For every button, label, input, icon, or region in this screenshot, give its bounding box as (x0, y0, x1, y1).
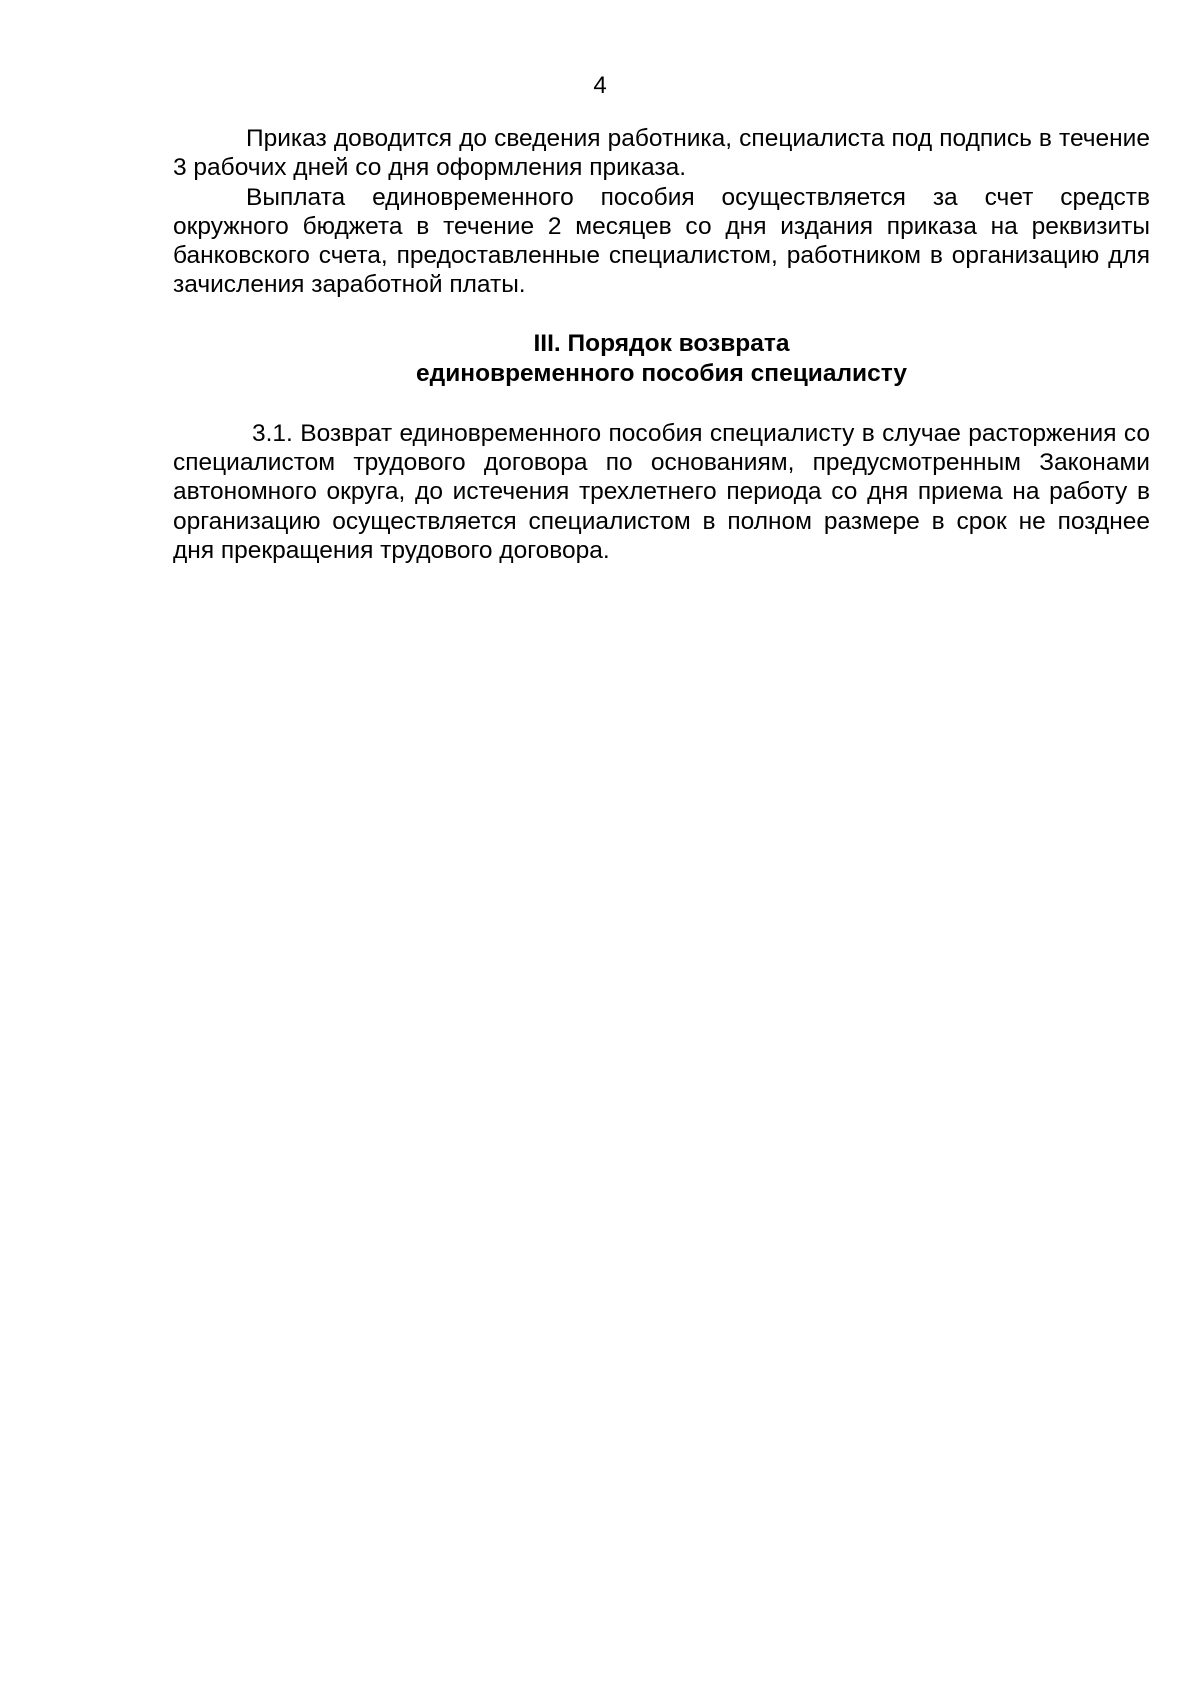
section-heading (173, 329, 1150, 389)
document-body (173, 124, 1150, 565)
section-heading-line-2: единовременного пособия специалисту (416, 359, 907, 387)
paragraph-order-notification: Приказ доводится до сведения работника, специалиста под подпись в течение 3 рабочих дней со дня оформления приказа. (173, 125, 1150, 182)
paragraph-3-1: 3.1. Возврат единовременного пособия специалисту в случае расторжения со специалистом трудового договора по основаниям, предусмотренным Законами автономного округа, до истечения трехлетнего периода со дня приема на работу в организацию осуществляется специалистом в полном размере в срок не позднее дня прекращения трудового договора. (173, 419, 1150, 564)
paragraph-payment: Выплата единовременного пособия осуществляется за счет средств окружного бюджета в течение 2 месяцев со дня издания приказа на реквизиты банковского счета, предоставленные специалистом, работником в организацию для зачисления заработной платы. (173, 183, 1150, 299)
section-heading-line-1: III. Порядок возврата (533, 329, 790, 357)
page-number: 4 (593, 72, 607, 99)
